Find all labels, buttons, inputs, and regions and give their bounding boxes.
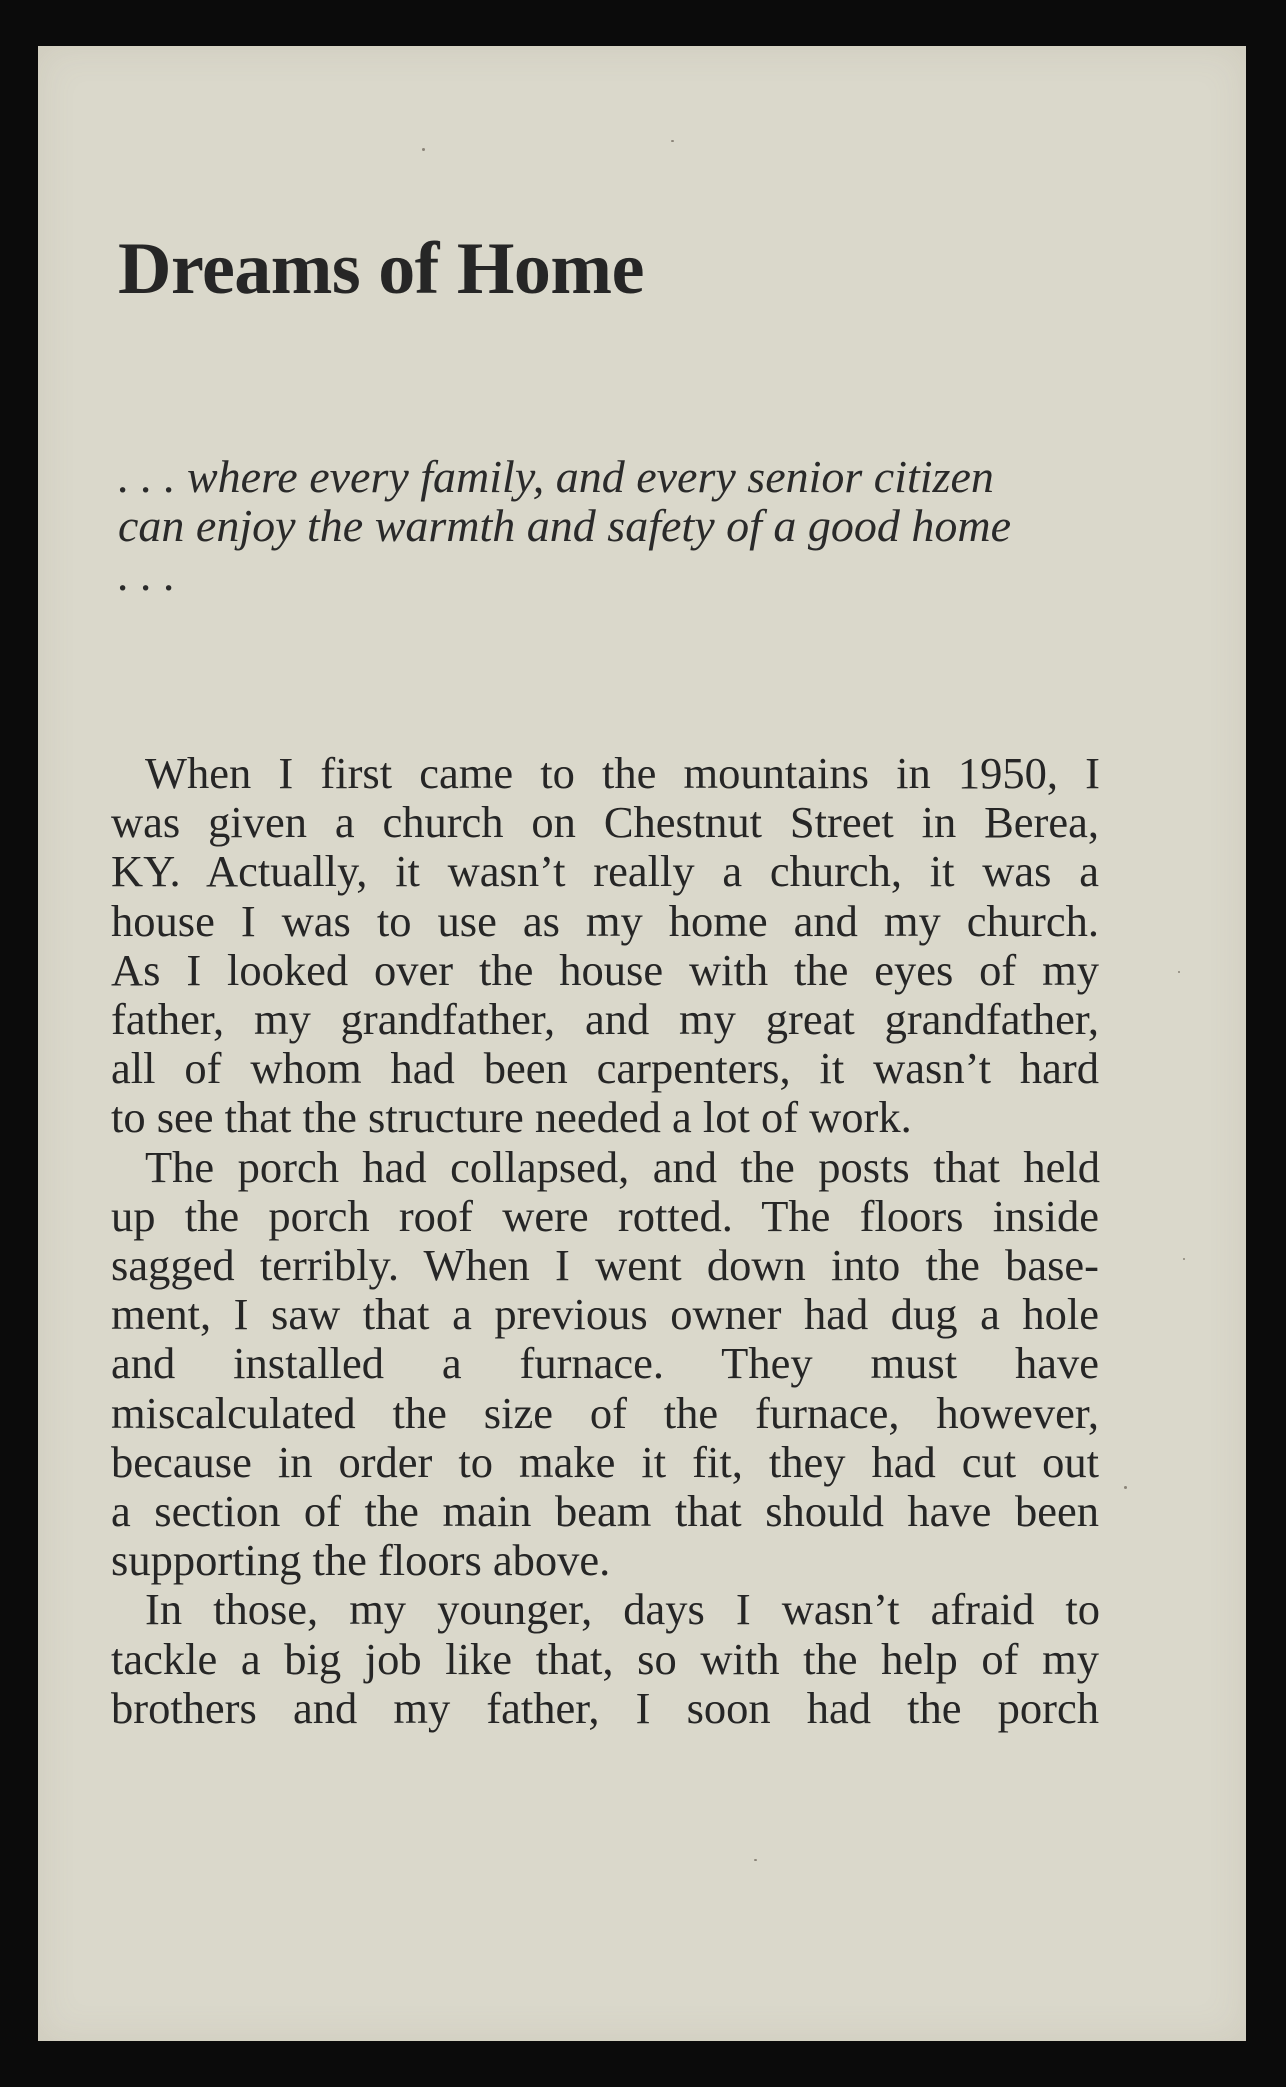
paper-speck: [754, 1859, 757, 1861]
article-body: [111, 748, 1105, 1733]
body-line: was given a church on Chestnut Street in Berea,: [111, 797, 1099, 848]
body-line: a section of the main beam that should have been: [111, 1486, 1099, 1537]
paper-speck: [671, 140, 674, 142]
subtitle-line: can enjoy the warmth and safety of a good home: [118, 500, 1012, 551]
body-line: tackle a big job like that, so with the help of my: [111, 1633, 1099, 1684]
body-line: When I first came to the mountains in 1950, I: [145, 748, 1100, 798]
body-line: KY. Actually, it wasn’t really a church, it was a: [111, 846, 1099, 897]
paper-speck: [1178, 971, 1180, 973]
paragraph: [111, 748, 1105, 1143]
body-line: father, my grandfather, and my great grandfather,: [111, 994, 1099, 1045]
subtitle-line: . . . where every family, and every senior citizen: [118, 451, 994, 502]
body-line: The porch had collapsed, and the posts that held: [145, 1141, 1100, 1192]
body-line: ment, I saw that a previous owner had dug a hole: [111, 1289, 1099, 1340]
article-title: Dreams of Home: [118, 228, 644, 310]
body-line: house I was to use as my home and my church.: [111, 895, 1099, 946]
body-line: brothers and my father, I soon had the porch: [111, 1682, 1099, 1733]
body-line: sagged terribly. When I went down into the base-: [111, 1240, 1099, 1291]
paper-speck: [422, 148, 425, 151]
paragraph: [111, 1584, 1105, 1733]
body-line: up the porch roof were rotted. The floors inside: [111, 1190, 1099, 1241]
body-line: all of whom had been carpenters, it wasn’t hard: [111, 1043, 1099, 1094]
body-line: miscalculated the size of the furnace, however,: [111, 1387, 1099, 1438]
paper-speck: [1183, 1258, 1185, 1260]
paper-speck: [1124, 1486, 1127, 1489]
body-line: to see that the structure needed a lot of work.: [111, 1092, 912, 1143]
body-line: In those, my younger, days I wasn’t afraid to: [145, 1584, 1100, 1635]
body-line: because in order to make it fit, they had cut out: [111, 1436, 1099, 1487]
body-line: supporting the floors above.: [111, 1535, 611, 1586]
body-line: and installed a furnace. They must have: [111, 1338, 1099, 1389]
paragraph: [111, 1141, 1105, 1586]
article-subtitle: [118, 452, 1118, 599]
body-line: As I looked over the house with the eyes of my: [111, 944, 1099, 995]
subtitle-line: . . .: [118, 549, 176, 600]
